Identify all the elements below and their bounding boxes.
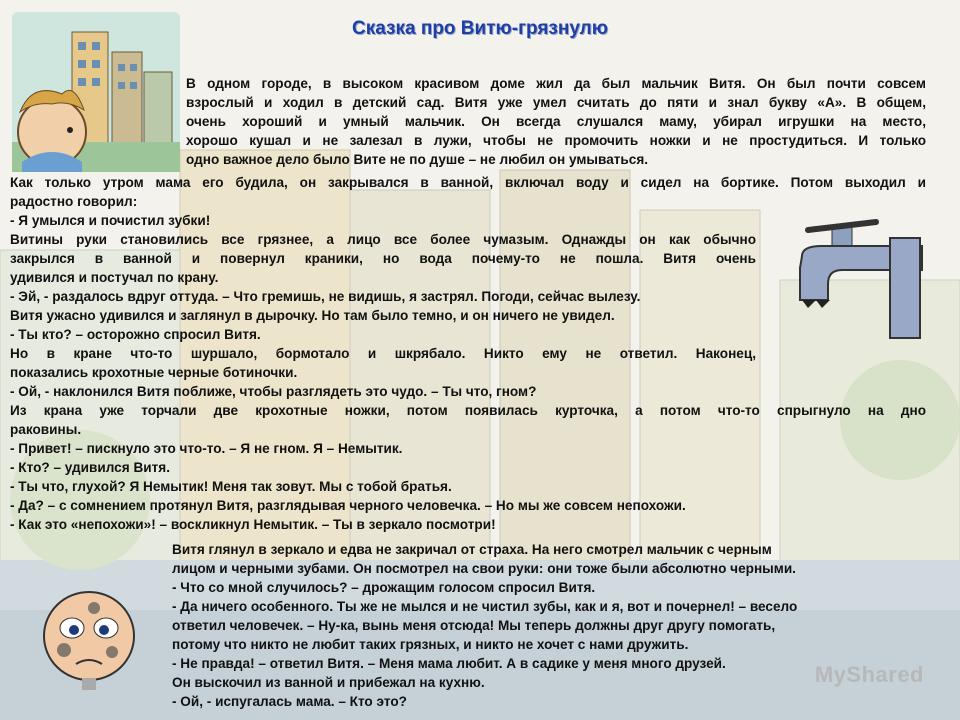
text-line: Но в кране что-то шуршало, бормотало и шкрябало. Никто ему не ответил. Наконец, [10, 346, 756, 361]
text-line: ответил человечек. – Ну-ка, вынь меня отсюда! Мы теперь должны друг другу помогать, [172, 618, 776, 633]
text-line: очень хороший и умный мальчик. Он всегда слушался маму, убирал игрушки на место, [186, 114, 926, 129]
text-line: лицом и черными зубами. Он посмотрел на свои руки: они тоже были абсолютно черными. [172, 561, 796, 576]
paragraph-intro [186, 74, 926, 169]
text-line: В одном городе, в высоком красивом доме жил да был мальчик Витя. Он был почти совсем [186, 76, 926, 91]
text-line: - Да? – с сомнением протянул Витя, разглядывая черного человечка. – Но мы же совсем непохожи. [10, 498, 686, 513]
text-line: взрослый и ходил в детский сад. Витя уже умел считать до пяти и знал букву «А». В общем, [186, 95, 926, 110]
text-line: Витины руки становились все грязнее, а лицо все более чумазым. Однажды он как обычно [10, 232, 756, 247]
text-line: - Ты кто? – осторожно спросил Витя. [10, 327, 261, 342]
dirty-boy-face-illustration [34, 580, 144, 690]
page-title: Сказка про Витю-грязнулю [352, 18, 608, 39]
boy-looking-at-city-illustration [12, 12, 180, 172]
text-line: потому что никто не любит таких грязных, и никто не хочет с нами дружить. [172, 637, 689, 652]
text-line: закрылся в ванной и повернул краники, но вода почему-то не пошла. Витя очень [10, 251, 756, 266]
text-line: Он выскочил из ванной и прибежал на кухню. [172, 675, 485, 690]
text-line: радостно говорил: [10, 194, 138, 209]
paragraph-nemytik [10, 401, 926, 534]
text-line: хорошо кушал и не залезал в лужи, чтобы не промочить ножки и не простудиться. И только [186, 133, 926, 148]
text-line: раковины. [10, 422, 82, 437]
text-line: удивился и постучал по крану. [10, 270, 219, 285]
paragraph-morning [10, 173, 926, 230]
text-line: - Кто? – удивился Витя. [10, 460, 170, 475]
text-line: - Эй, - раздалось вдруг оттуда. – Что гремишь, не видишь, я застрял. Погоди, сейчас вылезу. [10, 289, 641, 304]
text-line: - Я умылся и почистил зубки! [10, 213, 211, 228]
text-line: показались крохотные черные ботиночки. [10, 365, 298, 380]
watermark: MyShared [814, 662, 924, 687]
paragraph-hands [10, 230, 756, 401]
text-line: - Да ничего особенного. Ты же не мылся и не чистил зубы, как и я, вот и почернел! – весело [172, 599, 798, 614]
text-line: Витя глянул в зеркало и едва не закричал от страха. На него смотрел мальчик с черным [172, 542, 772, 557]
text-line: Из крана уже торчали две крохотные ножки, потом появилась курточка, а потом что-то спрыгнуло на дно [10, 403, 926, 418]
text-line: - Как это «непохожи»! – воскликнул Немытик. – Ты в зеркало посмотри! [10, 517, 496, 532]
text-line: Как только утром мама его будила, он закрывался в ванной, включал воду и сидел на бортике. Потом выходил и [10, 175, 926, 190]
text-line: - Привет! – пискнуло это что-то. – Я не гном. Я – Немытик. [10, 441, 403, 456]
text-line: - Что со мной случилось? – дрожащим голосом спросил Витя. [172, 580, 596, 595]
text-line: - Ой, - наклонился Витя поближе, чтобы разглядеть это чудо. – Ты что, гном? [10, 384, 537, 399]
text-line: - Не правда! – ответил Витя. – Меня мама любит. А в садике у меня много друзей. [172, 656, 726, 671]
text-line: - Ой, - испугалась мама. – Кто это? [172, 694, 407, 709]
text-line: - Ты что, глухой? Я Немытик! Меня так зовут. Мы с тобой братья. [10, 479, 452, 494]
text-line: одно важное дело было Вите не по душе – не любил он умываться. [186, 152, 649, 167]
text-line: Витя ужасно удивился и заглянул в дырочку. Но там было темно, и он ничего не увидел. [10, 308, 615, 323]
